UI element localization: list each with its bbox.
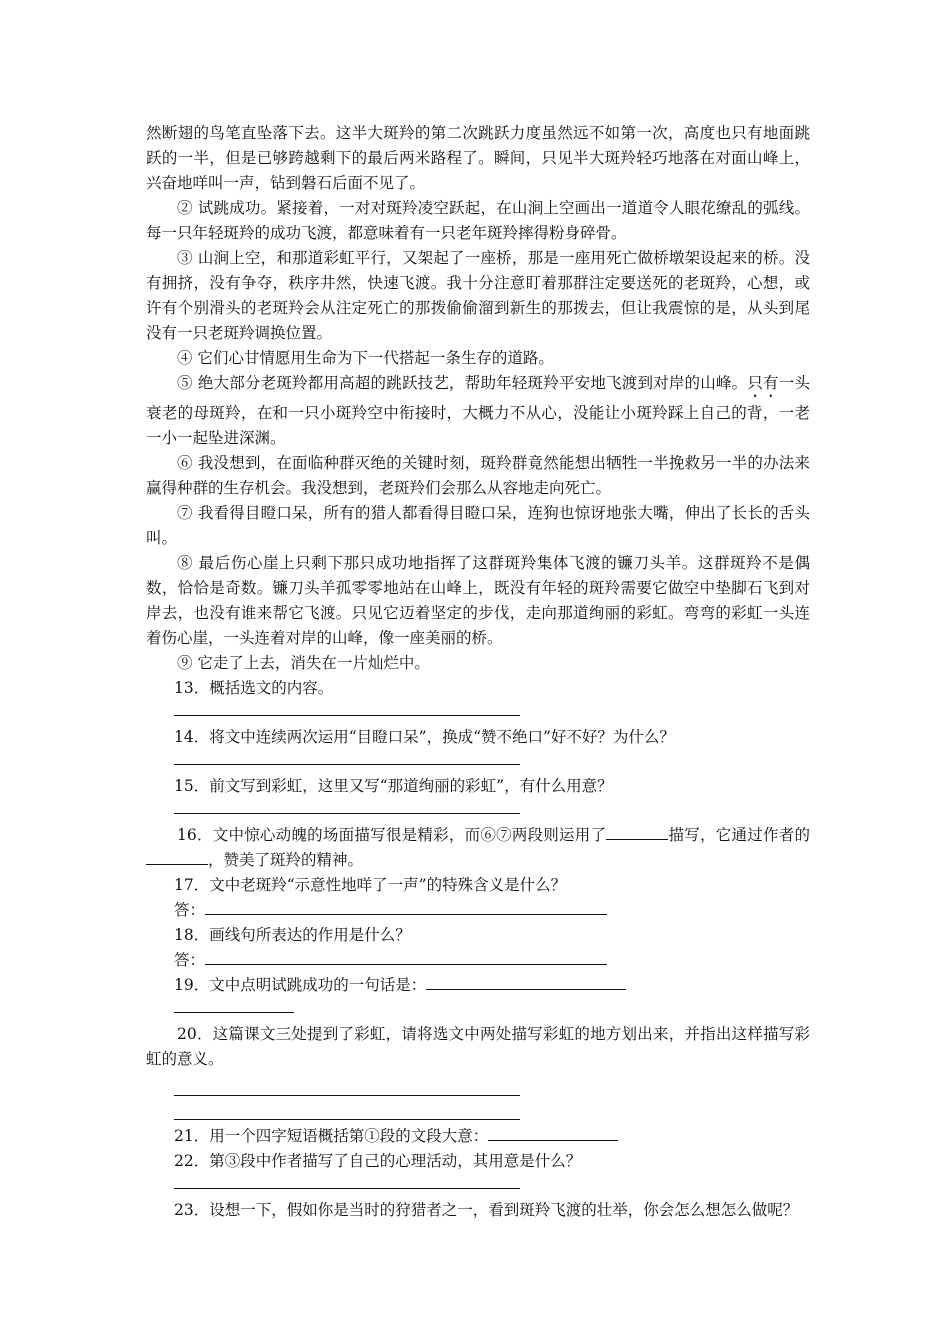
question-21 [146,1124,810,1149]
emphasis-dotted-text: 只有 [747,374,779,392]
answer-row-18 [146,948,810,973]
question-16-text-4: ，赞美了斑羚的精神。 [208,851,364,869]
question-18: 18．画线句所表达的作用是什么？ [174,926,411,944]
answer-line-20b[interactable] [174,1105,520,1120]
blank-16-1[interactable] [606,825,668,840]
question-23: 23．设想一下，假如你是当时的狩猎者之一，看到斑羚飞渡的壮举，你会怎么想怎么做呢？ [174,1201,799,1219]
answer-line-18[interactable] [205,950,607,965]
question-13: 13．概括选文的内容。 [174,679,334,697]
answer-line-20a[interactable] [174,1081,520,1096]
answer-row-17 [146,898,810,923]
question-15: 15．前文写到彩虹，这里又写“那道绚丽的彩虹”，有什么用意？ [174,777,613,795]
answer-line-19a[interactable] [426,975,626,990]
question-14: 14．将文中连续两次运用“目瞪口呆”，换成“赞不绝口”好不好？为什么？ [174,728,675,746]
passage-paragraph-9: ⑨ 它走了上去，消失在一片灿烂中。 [177,654,430,672]
passage-paragraph-4: ④ 它们心甘情愿用生命为下一代搭起一条生存的道路。 [177,349,554,367]
passage-paragraph-6: ⑥ 我没想到，在面临种群灭绝的关键时刻，斑羚群竟然能想出牺牲一半挽救另一半的办法来赢得种群的生存机会。我没想到，老斑羚们会那么从容地走向死亡。 [146,454,810,497]
question-16-text-1: 16．文中惊心动魄的场面描写很是精彩，而⑥⑦两段则运用了 [177,826,607,844]
answer-line-13[interactable] [174,701,520,716]
question-22: 22．第③段中作者描写了自己的心理活动，其用意是什么？ [174,1152,582,1170]
question-16 [146,823,810,873]
question-16-text-2: 描写，它通过作者 [668,826,795,844]
question-19-text: 19．文中点明试跳成功的一句话是： [174,976,427,994]
answer-line-21[interactable] [488,1126,618,1141]
answer-line-19b[interactable] [174,998,294,1013]
passage-paragraph-3: ③ 山涧上空，和那道彩虹平行，又架起了一座桥，那是一座用死亡做桥墩架设起来的桥。没有拥挤，没有争夺，秩序井然，快速飞渡。我十分注意盯着那群注定要送死的老斑羚，心想，或许有个别滑头的老斑羚会从注定死亡的那拨偷偷溜到新生的那拨去，但让我震惊的是，从头到尾没有一只老斑羚调换位置。 [146,249,810,342]
question-17: 17．文中老斑羚“示意性地咩了一声”的特殊含义是什么？ [174,876,567,894]
passage-paragraph-7: ⑦ 我看得目瞪口呆，所有的猎人都看得目瞪口呆，连狗也惊讶地张大嘴，伸出了长长的舌头叫。 [146,504,810,547]
document-page [146,0,810,1223]
answer-line-15[interactable] [174,799,520,814]
answer-line-17[interactable] [205,900,607,915]
passage-paragraph-2: ② 试跳成功。紧接着，一对对斑羚凌空跃起，在山涧上空画出一道道令人眼花缭乱的弧线。每一只年轻斑羚的成功飞渡，都意味着有一只老年斑羚摔得粉身碎骨。 [146,199,810,242]
question-19 [146,973,810,998]
question-21-text: 21．用一个四字短语概括第①段的文段大意： [174,1127,489,1145]
passage-paragraph-continued: 然断翅的鸟笔直坠落下去。这半大斑羚的第二次跳跃力度虽然远不如第一次，高度也只有地面跳跃的一半，但是已够跨越剩下的最后两米路程了。瞬间，只见半大斑羚轻巧地落在对面山峰上，兴奋地咩叫一声，钻到磐石后面不见了。 [146,124,810,192]
answer-label: 答： [174,951,206,969]
passage-paragraph-5 [146,371,810,451]
answer-line-22[interactable] [174,1174,520,1189]
paragraph-5-part-1: ⑤ 绝大部分老斑羚都用高超的跳跃技艺，帮助年轻斑羚平安地飞渡到对岸的山峰。 [177,374,748,392]
passage-paragraph-8: ⑧ 最后伤心崖上只剩下那只成功地指挥了这群斑羚集体飞渡的镰刀头羊。这群斑羚不是偶数，恰恰是奇数。镰刀头羊孤零零地站在山峰上，既没有年轻的斑羚需要它做空中垫脚石飞到对岸去，也没有谁来帮它飞渡。只见它迈着坚定的步伐，走向那道绚丽的彩虹。弯弯的彩虹一头连着伤心崖，一头连着对岸的山峰，像一座美丽的桥。 [146,554,810,647]
question-20: 20．这篇课文三处提到了彩虹，请将选文中两处描写彩虹的地方划出来，并指出这样描写彩虹的意义。 [146,1025,810,1068]
blank-16-2[interactable] [146,850,208,865]
answer-label: 答： [174,901,206,919]
question-16-text-3: 的 [794,826,810,844]
answer-line-14[interactable] [174,750,520,765]
paragraph-5-part-2: 一头衰老的母斑羚，在和一只小斑羚空中衔接时，大概力不从心，没能让小斑羚踩上自己的背，一老一小一起坠进深渊。 [146,374,810,447]
